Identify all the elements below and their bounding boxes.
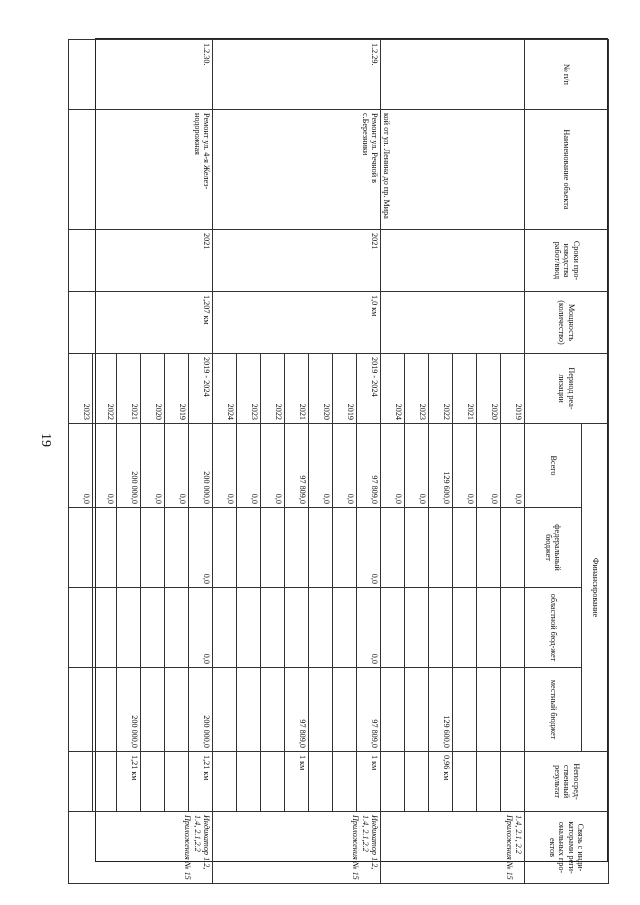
cell-local (405, 668, 429, 752)
cell-regional (405, 588, 429, 668)
cell-federal (333, 508, 357, 588)
cell-result (261, 752, 285, 812)
hdr-total: Всего (525, 424, 582, 508)
cell-federal (165, 508, 189, 588)
cell-local (453, 668, 477, 752)
cell-total: 0,0 (381, 424, 405, 508)
cell-federal (453, 508, 477, 588)
obj2-period: 2019 - 2024 (189, 354, 213, 424)
cell-year: 2023 (69, 354, 93, 424)
obj1-total: 97 809,0 (357, 424, 381, 508)
cell-total: 0,0 (213, 424, 237, 508)
cell-local (69, 668, 93, 752)
hdr-name: Наименование объекта (525, 110, 609, 230)
obj1-num: 1.2.29. (213, 40, 381, 110)
cell-local: 129 600,0 (429, 668, 453, 752)
header-row-1 (582, 40, 609, 884)
cell-total: 0,0 (69, 424, 93, 508)
cell-total: 0,0 (237, 424, 261, 508)
cell-result (453, 752, 477, 812)
cell-federal (429, 508, 453, 588)
cont-link: 1.4, 2.1, 2.2 Приложения № 15 (381, 812, 525, 884)
cell-result (69, 752, 93, 812)
table-row (501, 40, 525, 884)
cell-total: 0,0 (309, 424, 333, 508)
hdr-capacity: Мощность (количество) (525, 292, 609, 354)
cell-federal (381, 508, 405, 588)
cell-local (501, 668, 525, 752)
cell-year: 2023 (237, 354, 261, 424)
cell-regional (213, 588, 237, 668)
cell-regional (285, 588, 309, 668)
hdr-link: Связь с инди-каторами реги-ональных про-ектов (525, 812, 609, 884)
obj1-capacity: 1,0 км (213, 292, 381, 354)
cell-year: 2022 (93, 354, 117, 424)
cell-result (309, 752, 333, 812)
cell-result (381, 752, 405, 812)
cell-year: 2023 (405, 354, 429, 424)
cell-year: 2020 (477, 354, 501, 424)
cell-federal (309, 508, 333, 588)
obj2-terms: 2021 (69, 230, 213, 292)
obj2-num: 1.2.30. (69, 40, 213, 110)
cell-total: 0,0 (453, 424, 477, 508)
cell-local: 97 809,0 (285, 668, 309, 752)
cell-total: 0,0 (333, 424, 357, 508)
cell-year: 2021 (117, 354, 141, 424)
cell-federal (261, 508, 285, 588)
cell-year: 2021 (285, 354, 309, 424)
obj2-result: 1,21 км (189, 752, 213, 812)
hdr-terms: Сроки про-изводства работ/ввод (525, 230, 609, 292)
cont-name: кой от ул. Ленина до пр. Мира (381, 110, 525, 230)
cell-result (93, 752, 117, 812)
cell-regional (261, 588, 285, 668)
cell-local (237, 668, 261, 752)
cell-regional (117, 588, 141, 668)
cont-capacity-cell (381, 292, 525, 354)
hdr-local: местный бюджет (525, 668, 582, 752)
cell-result (237, 752, 261, 812)
cell-year: 2024 (381, 354, 405, 424)
cell-total: 97 809,0 (285, 424, 309, 508)
cell-year: 2021 (453, 354, 477, 424)
cell-result: 1,21 км (117, 752, 141, 812)
cell-result (501, 752, 525, 812)
cell-local (141, 668, 165, 752)
cell-year: 2022 (261, 354, 285, 424)
cell-total: 0,0 (141, 424, 165, 508)
cell-total: 0,0 (501, 424, 525, 508)
obj2-federal: 0,0 (189, 508, 213, 588)
cell-regional (309, 588, 333, 668)
cell-year: 2020 (141, 354, 165, 424)
cell-result: 0,96 км (429, 752, 453, 812)
cell-regional (165, 588, 189, 668)
obj2-name: Ремонт ул. 4-я Желез-нодорожная (69, 110, 213, 230)
cell-regional (477, 588, 501, 668)
cell-regional (69, 588, 93, 668)
cell-local: 200 000,0 (117, 668, 141, 752)
cell-federal (477, 508, 501, 588)
financing-table (68, 39, 609, 884)
obj1-period: 2019 - 2024 (357, 354, 381, 424)
cell-year: 2024 (213, 354, 237, 424)
hdr-result: Непосред-ственный результат (525, 752, 609, 812)
cell-regional (453, 588, 477, 668)
cell-total: 0,0 (261, 424, 285, 508)
cell-result (333, 752, 357, 812)
rotated-table-sheet (82, 38, 608, 880)
hdr-period: Период реа-лизации (525, 354, 609, 424)
cell-federal (69, 508, 93, 588)
cell-year: 2020 (309, 354, 333, 424)
cell-regional (93, 588, 117, 668)
obj1-local: 97 809,0 (357, 668, 381, 752)
hdr-num: № п/п (525, 40, 609, 110)
cont-num-cell (381, 40, 525, 110)
cell-federal (117, 508, 141, 588)
cell-total: 200 000,0 (117, 424, 141, 508)
obj1-terms: 2021 (213, 230, 381, 292)
cell-federal (141, 508, 165, 588)
cell-local (381, 668, 405, 752)
cell-regional (429, 588, 453, 668)
cell-federal (285, 508, 309, 588)
cell-total: 0,0 (405, 424, 429, 508)
hdr-financing: Финансирование (582, 424, 609, 752)
hdr-federal: федеральный бюджет (525, 508, 582, 588)
cell-local (213, 668, 237, 752)
cell-total: 0,0 (93, 424, 117, 508)
cell-local (93, 668, 117, 752)
cell-local (261, 668, 285, 752)
hdr-regional: областной бюд-жет (525, 588, 582, 668)
table-row (357, 40, 381, 884)
cell-local (477, 668, 501, 752)
cell-year: 2019 (501, 354, 525, 424)
cell-local (333, 668, 357, 752)
obj2-local: 200 000,0 (189, 668, 213, 752)
obj1-link: Индикатор 1.2, 1.4, 2.1,2.2 Приложения № 15 (213, 812, 381, 884)
obj2-total: 200 000,0 (189, 424, 213, 508)
obj1-name: Ремонт ул. Речной в с.Березники (213, 110, 381, 230)
obj2-link: Индикатор 1.2, 1.4, 2.1,2.2 Приложения № 15 (69, 812, 213, 884)
cell-regional (381, 588, 405, 668)
cell-total: 129 600,0 (429, 424, 453, 508)
cell-federal (501, 508, 525, 588)
cell-federal (93, 508, 117, 588)
cont-terms-cell (381, 230, 525, 292)
obj2-regional: 0,0 (189, 588, 213, 668)
page-number: 19 (38, 433, 53, 447)
cell-regional (501, 588, 525, 668)
cell-regional (237, 588, 261, 668)
obj2-capacity: 1,207 км (69, 292, 213, 354)
cell-result: 1 км (285, 752, 309, 812)
cell-regional (141, 588, 165, 668)
cell-year: 2019 (165, 354, 189, 424)
obj1-federal: 0,0 (357, 508, 381, 588)
cell-regional (333, 588, 357, 668)
table-rotator (82, 39, 609, 880)
cell-result (477, 752, 501, 812)
cell-total: 0,0 (165, 424, 189, 508)
cell-federal (213, 508, 237, 588)
cell-federal (237, 508, 261, 588)
cell-result (405, 752, 429, 812)
obj1-result: 1 км (357, 752, 381, 812)
cell-local (309, 668, 333, 752)
cell-local (165, 668, 189, 752)
cell-total: 0,0 (477, 424, 501, 508)
cell-result (165, 752, 189, 812)
cell-result (213, 752, 237, 812)
cell-year: 2022 (429, 354, 453, 424)
cell-federal (405, 508, 429, 588)
table-row (189, 40, 213, 884)
cell-result (141, 752, 165, 812)
obj1-regional: 0,0 (357, 588, 381, 668)
cell-year: 2019 (333, 354, 357, 424)
